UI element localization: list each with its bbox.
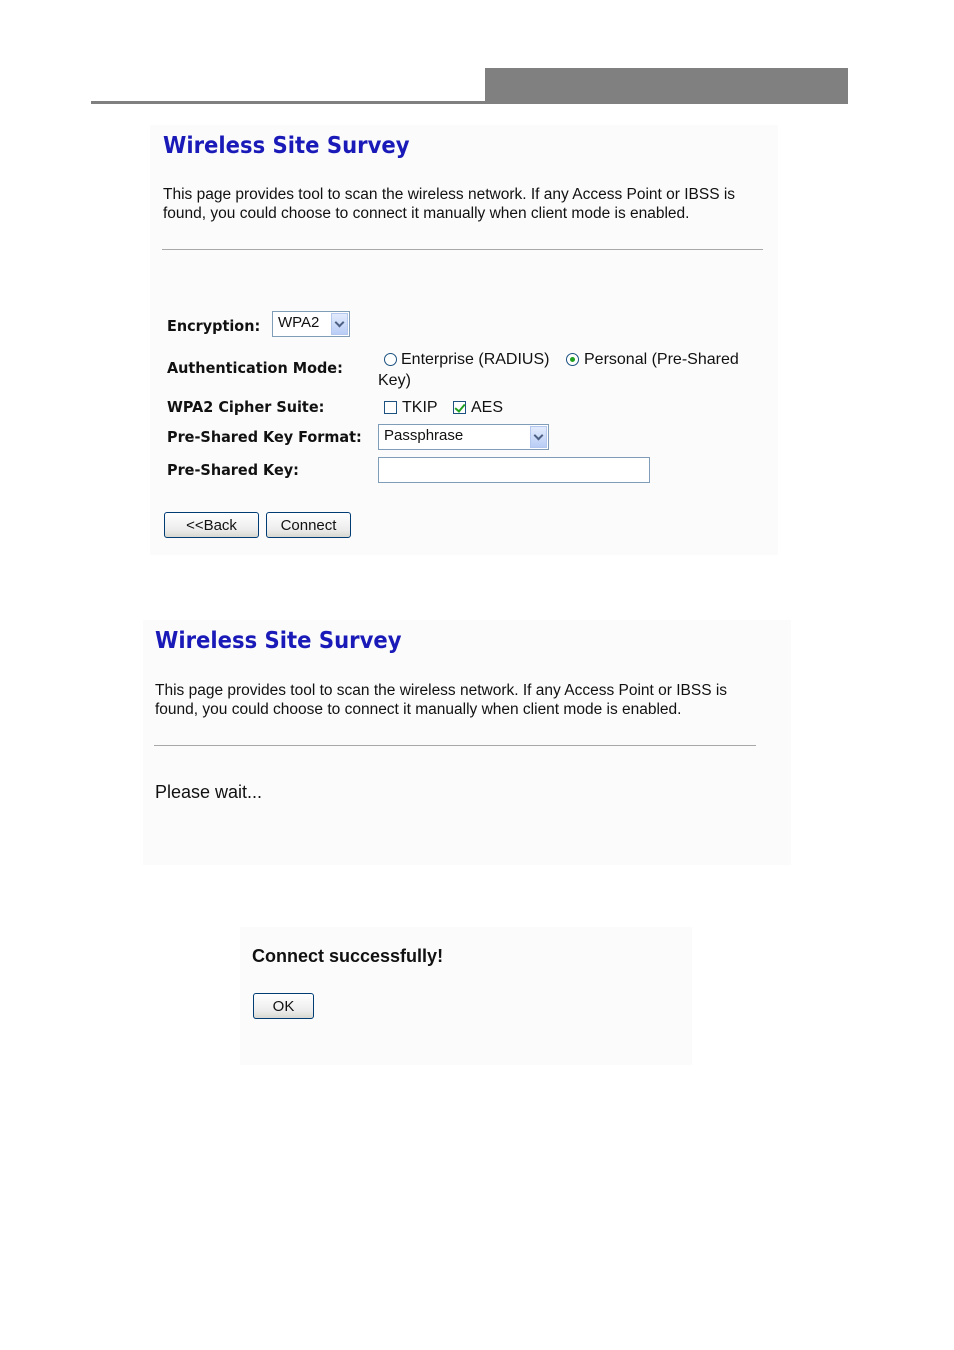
site-survey-wait-panel xyxy=(143,620,791,865)
psk-format-select[interactable] xyxy=(378,424,549,450)
page-title: Wireless Site Survey xyxy=(155,628,402,654)
auth-personal-radio[interactable] xyxy=(566,353,579,366)
auth-personal-label-cont: Key) xyxy=(378,372,411,389)
psk-input[interactable] xyxy=(378,457,650,483)
chevron-down-icon xyxy=(331,313,348,335)
chevron-down-icon xyxy=(530,426,547,448)
psk-format-label: Pre-Shared Key Format: xyxy=(167,428,362,446)
aes-label: AES xyxy=(471,399,504,416)
connect-success-panel xyxy=(240,927,692,1065)
success-message: Connect successfully! xyxy=(252,946,444,966)
encryption-select[interactable] xyxy=(272,311,350,337)
divider xyxy=(162,249,763,250)
header-rule xyxy=(91,101,485,104)
header-bar xyxy=(485,68,848,104)
aes-checkbox[interactable] xyxy=(453,401,466,414)
auth-personal-label: Personal (Pre-Shared xyxy=(584,351,739,368)
encryption-label: Encryption: xyxy=(167,317,261,335)
encryption-select-value: WPA2 xyxy=(278,314,320,331)
wait-message: Please wait... xyxy=(155,782,263,802)
connect-button[interactable]: Connect xyxy=(266,512,351,538)
page-description: This page provides tool to scan the wireless network. If any Access Point or IBSS is found, you could choose to connect it manually when client mode is enabled. xyxy=(163,186,736,222)
page-title: Wireless Site Survey xyxy=(163,133,410,159)
auth-enterprise-radio[interactable] xyxy=(384,353,397,366)
site-survey-form-panel xyxy=(150,125,778,555)
tkip-label: TKIP xyxy=(402,399,438,416)
auth-mode-label: Authentication Mode: xyxy=(167,359,343,377)
ok-button[interactable]: OK xyxy=(253,993,314,1019)
psk-format-select-value: Passphrase xyxy=(384,427,464,444)
auth-enterprise-label: Enterprise (RADIUS) xyxy=(401,351,550,368)
page-description: This page provides tool to scan the wireless network. If any Access Point or IBSS is found, you could choose to connect it manually when client mode is enabled. xyxy=(155,682,728,718)
back-button[interactable]: <<Back xyxy=(164,512,259,538)
tkip-checkbox[interactable] xyxy=(384,401,397,414)
divider xyxy=(154,745,756,746)
psk-label: Pre-Shared Key: xyxy=(167,461,299,479)
cipher-suite-label: WPA2 Cipher Suite: xyxy=(167,398,325,416)
